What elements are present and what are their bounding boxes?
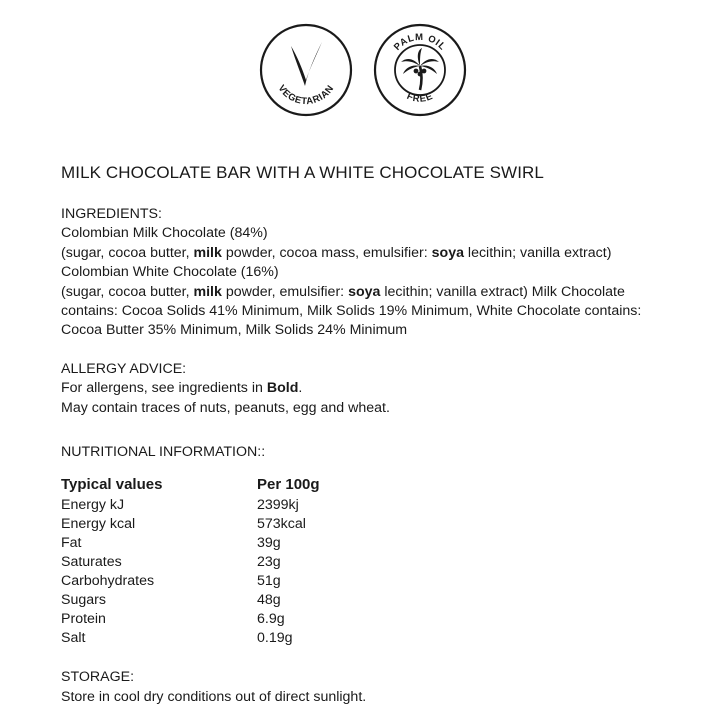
palm-tree-icon (372, 22, 468, 118)
palm-oil-badge-top-text: PALM OIL (391, 31, 449, 53)
nutrition-col-label: Typical values (61, 476, 163, 494)
allergy-line-1: For allergens, see ingredients in Bold. (61, 380, 303, 397)
white-chocolate-line: Colombian White Chocolate (16%) (61, 264, 279, 281)
allergen-milk: milk (193, 244, 222, 261)
allergen-soya: soya (348, 283, 381, 300)
ingredients-section (61, 205, 681, 341)
svg-text:FREE (405, 91, 435, 105)
allergen-milk: milk (193, 283, 222, 300)
label-content (61, 163, 681, 707)
milk-chocolate-detail: (sugar, cocoa butter, milk powder, cocoa mass, emulsifier: soya lecithin; vanilla extract) (61, 244, 612, 261)
svg-text:VEGETARIAN (276, 83, 337, 107)
table-row: Saturates 23g (61, 554, 281, 571)
palm-oil-badge-bottom-text: FREE (405, 90, 435, 105)
contains-line-1: contains: Cocoa Solids 41% Minimum, Milk Solids 19% Minimum, White Chocolate contains: (61, 303, 642, 320)
palm-oil-free-badge (372, 22, 468, 118)
nutrition-section (61, 443, 681, 649)
allergy-line-2: May contain traces of nuts, peanuts, egg and wheat. (61, 399, 390, 416)
storage-section (61, 668, 681, 707)
white-chocolate-detail: (sugar, cocoa butter, milk powder, emulsifier: soya lecithin; vanilla extract) Milk Chocolate (61, 283, 625, 300)
allergy-section (61, 360, 681, 418)
contains-line-2: Cocoa Butter 35% Minimum, Milk Solids 24% Minimum (61, 322, 408, 339)
nutrition-table (61, 476, 320, 649)
badge-row (258, 22, 468, 132)
milk-chocolate-line: Colombian Milk Chocolate (84%) (61, 225, 268, 242)
vegetarian-icon (258, 22, 354, 118)
storage-heading: STORAGE: (61, 669, 135, 686)
nutrition-table-header (61, 476, 320, 497)
table-row: Carbohydrates 51g (61, 573, 281, 590)
vegetarian-badge (258, 22, 354, 118)
nutrition-heading: NUTRITIONAL INFORMATION:: (61, 444, 266, 461)
storage-text: Store in cool dry conditions out of direct sunlight. (61, 688, 367, 705)
allergen-soya: soya (431, 244, 464, 261)
table-row: Salt 0.19g (61, 630, 293, 647)
product-title: MILK CHOCOLATE BAR WITH A WHITE CHOCOLATE SWIRL (61, 163, 544, 182)
table-row: Fat 39g (61, 535, 281, 552)
table-row: Energy kJ 2399kj (61, 497, 299, 514)
table-row: Sugars 48g (61, 592, 281, 609)
vegetarian-badge-text: VEGETARIAN (275, 83, 337, 108)
table-row: Energy kcal 573kcal (61, 516, 306, 533)
allergy-heading: ALLERGY ADVICE: (61, 360, 187, 377)
nutrition-col-value: Per 100g (257, 476, 320, 494)
table-row: Protein 6.9g (61, 611, 285, 628)
ingredients-heading: INGREDIENTS: (61, 206, 162, 222)
